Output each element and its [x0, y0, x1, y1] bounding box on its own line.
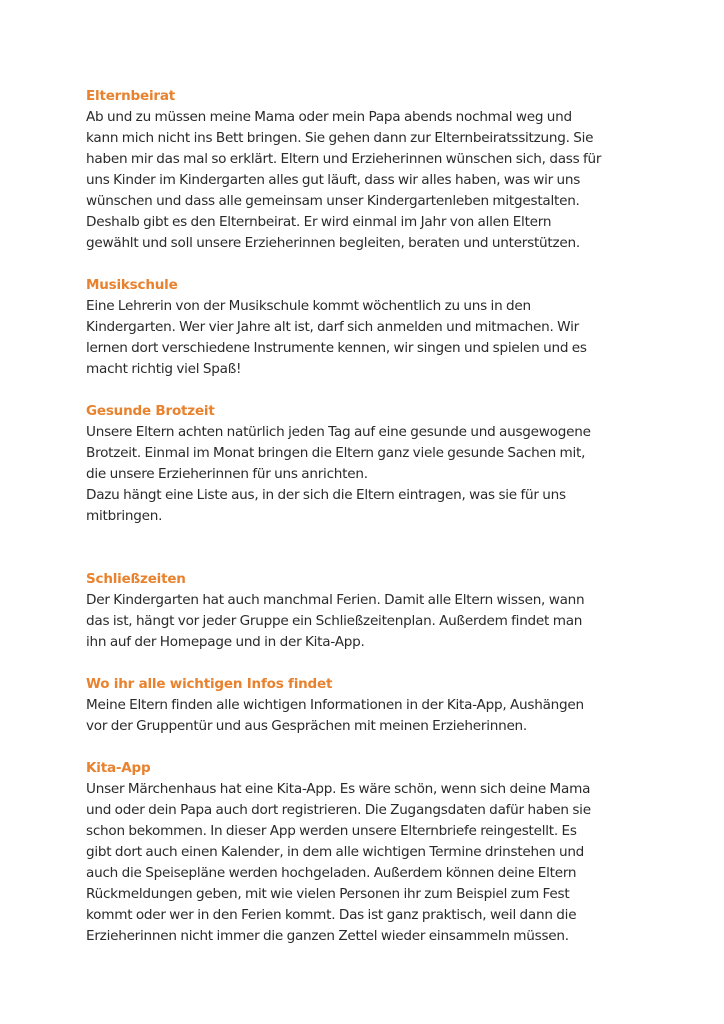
text-line: uns Kinder im Kindergarten alles gut läuft, dass wir alles haben, was wir uns [86, 172, 581, 188]
text-line: auch die Speisepläne werden hochgeladen. Außerdem können deine Eltern [86, 865, 577, 881]
section-paragraph [86, 422, 646, 527]
text-line: Der Kindergarten hat auch manchmal Ferien. Damit alle Eltern wissen, wann [86, 592, 585, 608]
section-gesunde-brotzeit [86, 401, 646, 527]
section-heading: Kita-App [86, 760, 151, 776]
text-line: lernen dort verschiedene Instrumente kennen, wir singen und spielen und es [86, 340, 587, 356]
text-line: und oder dein Papa auch dort registrieren. Die Zugangsdaten dafür haben sie [86, 802, 591, 818]
text-line: Unsere Eltern achten natürlich jeden Tag auf eine gesunde und ausgewogene [86, 424, 591, 440]
text-line: Brotzeit. Einmal im Monat bringen die Eltern ganz viele gesunde Sachen mit, [86, 445, 586, 461]
text-line: Deshalb gibt es den Elternbeirat. Er wird einmal im Jahr von allen Eltern [86, 214, 552, 230]
section-heading: Elternbeirat [86, 88, 175, 104]
section-kita-app [86, 758, 646, 947]
text-line: das ist, hängt vor jeder Gruppe ein Schließzeitenplan. Außerdem findet man [86, 613, 583, 629]
section-heading: Wo ihr alle wichtigen Infos findet [86, 676, 333, 692]
text-line: Ab und zu müssen meine Mama oder mein Papa abends nochmal weg und [86, 109, 572, 125]
section-paragraph [86, 296, 646, 380]
section-elternbeirat [86, 86, 646, 254]
text-line: gibt dort auch einen Kalender, in dem alle wichtigen Termine drinstehen und [86, 844, 585, 860]
text-line: Rückmeldungen geben, mit wie vielen Personen ihr zum Beispiel zum Fest [86, 886, 570, 902]
text-line: gewählt und soll unsere Erzieherinnen begleiten, beraten und unterstützen. [86, 235, 580, 251]
text-line: Meine Eltern finden alle wichtigen Informationen in der Kita-App, Aushängen [86, 697, 584, 713]
text-line: Unser Märchenhaus hat eine Kita-App. Es wäre schön, wenn sich deine Mama [86, 781, 591, 797]
document-page [86, 86, 646, 947]
text-line: ihn auf der Homepage und in der Kita-App. [86, 634, 365, 650]
section-heading: Musikschule [86, 277, 178, 293]
section-musikschule [86, 275, 646, 380]
text-line: kann mich nicht ins Bett bringen. Sie gehen dann zur Elternbeiratssitzung. Sie [86, 130, 594, 146]
text-line: haben mir das mal so erklärt. Eltern und Erzieherinnen wünschen sich, dass für [86, 151, 602, 167]
section-paragraph [86, 107, 646, 254]
text-line: vor der Gruppentür und aus Gesprächen mit meinen Erzieherinnen. [86, 718, 527, 734]
section-paragraph [86, 779, 646, 947]
section-infos [86, 674, 646, 737]
section-paragraph [86, 590, 646, 653]
text-line: wünschen und dass alle gemeinsam unser Kindergartenleben mitgestalten. [86, 193, 580, 209]
text-line: mitbringen. [86, 508, 163, 524]
section-heading: Gesunde Brotzeit [86, 403, 215, 419]
text-line: Erzieherinnen nicht immer die ganzen Zettel wieder einsammeln müssen. [86, 928, 569, 944]
text-line: Eine Lehrerin von der Musikschule kommt wöchentlich zu uns in den [86, 298, 531, 314]
section-heading: Schließzeiten [86, 571, 186, 587]
text-line: macht richtig viel Spaß! [86, 361, 242, 377]
text-line: die unsere Erzieherinnen für uns anrichten. [86, 466, 368, 482]
text-line: kommt oder wer in den Ferien kommt. Das ist ganz praktisch, weil dann die [86, 907, 577, 923]
section-schliesszeiten [86, 569, 646, 653]
text-line: Kindergarten. Wer vier Jahre alt ist, darf sich anmelden und mitmachen. Wir [86, 319, 579, 335]
text-line: Dazu hängt eine Liste aus, in der sich die Eltern eintragen, was sie für uns [86, 487, 566, 503]
section-paragraph [86, 695, 646, 737]
text-line: schon bekommen. In dieser App werden unsere Elternbriefe reingestellt. Es [86, 823, 577, 839]
